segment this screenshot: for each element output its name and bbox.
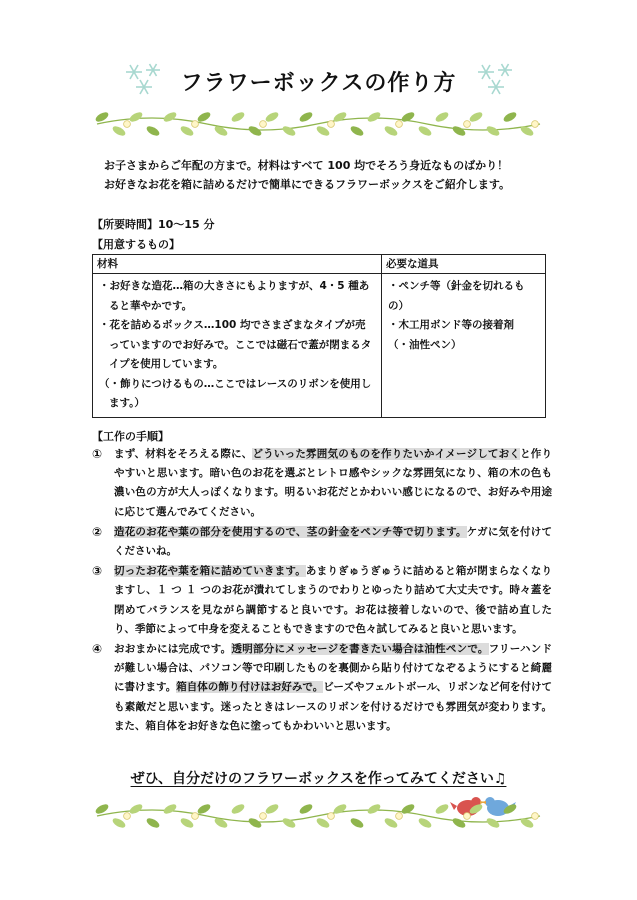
leaf-icon xyxy=(230,110,246,123)
time-label: 【所要時間】10～15 分 xyxy=(92,218,215,231)
leaf-icon xyxy=(298,110,314,123)
step-highlight: どういった雰囲気のものを作りたいかイメージしておく xyxy=(252,448,521,460)
leaf-vine-decoration xyxy=(92,106,545,140)
leaf-icon xyxy=(332,802,348,815)
leaf-icon xyxy=(434,802,450,815)
list-item: ・お好きな造花…箱の大きさにもよりますが、4・5 種あると華やかです。 xyxy=(99,280,370,312)
leaf-icon xyxy=(281,124,297,137)
page-title: フラワーボックスの作り方 xyxy=(180,71,457,96)
materials-header: 材料 xyxy=(93,255,382,274)
leaf-icon xyxy=(366,802,382,815)
list-item xyxy=(92,640,552,736)
leaf-icon xyxy=(264,802,280,815)
steps-list xyxy=(92,445,552,737)
step-number: ② xyxy=(92,524,103,539)
leaf-icon xyxy=(128,110,144,123)
materials-cell xyxy=(93,274,382,418)
prep-label: 【用意するもの】 xyxy=(92,238,180,251)
step-text xyxy=(114,640,552,736)
step-text xyxy=(114,562,552,639)
leaf-icon xyxy=(162,110,178,123)
leaf-icon xyxy=(417,816,433,829)
leaf-icon xyxy=(485,816,501,829)
list-item: ・花を詰めるボックス…100 均でさまざまなタイプが売っていますのでお好みで。ここでは磁石で蓋が閉まるタイプを使用しています。 xyxy=(99,319,372,370)
step-text-part: ケガに気を付けてくださいね。 xyxy=(114,525,552,558)
list-item xyxy=(92,445,552,522)
step-number: ③ xyxy=(92,564,103,579)
steps-label: 【工作の手順】 xyxy=(92,430,169,443)
intro-line: お好きなお花を箱に詰めるだけで簡単にできるフラワーボックスをご紹介します。 xyxy=(104,178,511,191)
flower-icon xyxy=(260,813,267,820)
leaf-icon xyxy=(264,110,280,123)
list-item: ・木工用ボンド等の接着剤 xyxy=(388,319,514,331)
step-text xyxy=(114,523,552,561)
flower-icon xyxy=(260,121,267,128)
step-text-part: まず、材料をそろえる際に、 xyxy=(114,448,253,460)
step-number: ① xyxy=(92,447,103,461)
leaf-icon xyxy=(145,816,161,829)
leaf-icon xyxy=(417,124,433,137)
leaf-icon xyxy=(502,110,518,123)
flower-icon xyxy=(532,813,539,820)
leaf-icon xyxy=(502,802,518,815)
leaf-icon xyxy=(349,816,365,829)
intro-line: お子さまからご年配の方まで。材料はすべて 100 均でそろう身近なものばかり！ xyxy=(104,159,509,172)
step-number: ④ xyxy=(92,642,103,657)
flower-icon xyxy=(328,813,335,820)
flower-icon xyxy=(192,813,199,820)
leaf-icon xyxy=(128,802,144,815)
flower-icon xyxy=(124,813,131,820)
flower-icon xyxy=(464,813,471,820)
step-text-part: おおまかには完成です。 xyxy=(114,643,232,656)
leaf-icon xyxy=(281,816,297,829)
step-highlight: 造花のお花や葉の部分を使用するので、茎の針金をペンチ等で切ります。 xyxy=(114,525,467,538)
leaf-icon xyxy=(298,802,314,815)
tools-cell xyxy=(382,274,546,418)
leaf-vine-decoration xyxy=(92,798,545,832)
flower-icon xyxy=(192,121,199,128)
leaf-icon xyxy=(366,110,382,123)
step-highlight: 箱自体の飾り付けはお好みで。 xyxy=(176,681,324,694)
step-text-part: と作りやすいと思います。暗い色のお花を選ぶとレトロ感やシックな雰囲気になり、箱の木の色も濃い色の方が大人っぽくなります。明るいお花だとかわいい感じになるので、お好みや用途に応じて選んでみてください。 xyxy=(114,448,552,518)
leaf-icon xyxy=(162,802,178,815)
step-text xyxy=(114,445,552,522)
tools-header: 必要な道具 xyxy=(382,255,546,274)
leaf-icon xyxy=(468,802,484,815)
leaf-icon xyxy=(468,110,484,123)
flower-icon xyxy=(396,121,403,128)
leaf-icon xyxy=(145,124,161,137)
leaf-icon xyxy=(332,110,348,123)
step-highlight: 切ったお花や葉を箱に詰めていきます。 xyxy=(114,565,306,578)
closing-message xyxy=(0,768,637,788)
leaf-icon xyxy=(434,110,450,123)
list-item: ・ペンチ等（針金を切れるもの） xyxy=(388,280,525,312)
leaf-icon xyxy=(230,802,246,815)
title-row xyxy=(0,54,637,102)
snowflake-cluster-icon xyxy=(472,58,522,98)
flower-icon xyxy=(532,121,539,128)
flower-icon xyxy=(328,121,335,128)
leaf-icon xyxy=(349,124,365,137)
leaf-icon xyxy=(485,124,501,137)
closing-text: ぜひ、自分だけのフラワーボックスを作ってみてください♫ xyxy=(130,771,507,787)
flower-icon xyxy=(396,813,403,820)
table-header-row xyxy=(93,255,546,274)
table-row xyxy=(93,274,546,418)
list-item: （・油性ペン） xyxy=(388,338,462,351)
step-highlight: 透明部分にメッセージを書きたい場合は油性ペンで。 xyxy=(231,643,489,656)
step-text-part: ビーズやフェルトボール、リボンなど何を付けても素敵だと思います。迷ったときはレースのリボンを付けるだけでも雰囲気が変わります。また、箱自体をお好きな色に塗ってもかわいいと思います。 xyxy=(114,681,552,732)
list-item xyxy=(92,562,552,639)
step-text-part: あまりぎゅうぎゅうに詰めると箱が閉まらなくなりますし、１ つ １ つのお花が潰れてしまうのでわりとゆったり詰めて大丈夫です。時々蓋を閉めてバランスを見ながら調節すると良いです。お花は接着しないので、後で詰め直したり、季節によって中身を変えることもできますので色々試してみると良いと思います。 xyxy=(114,565,553,635)
flower-icon xyxy=(124,121,131,128)
list-item xyxy=(92,523,552,561)
flower-icon xyxy=(464,121,471,128)
intro-text xyxy=(104,156,544,194)
step-text-part: フリーハンドが難しい場合は、パソコン等で印刷したものを裏側から貼り付けてなぞるようにすると綺麗に書けます。 xyxy=(114,643,552,694)
materials-table xyxy=(92,254,546,418)
list-item: （・飾りにつけるもの…ここではレースのリボンを使用します。） xyxy=(99,377,372,409)
